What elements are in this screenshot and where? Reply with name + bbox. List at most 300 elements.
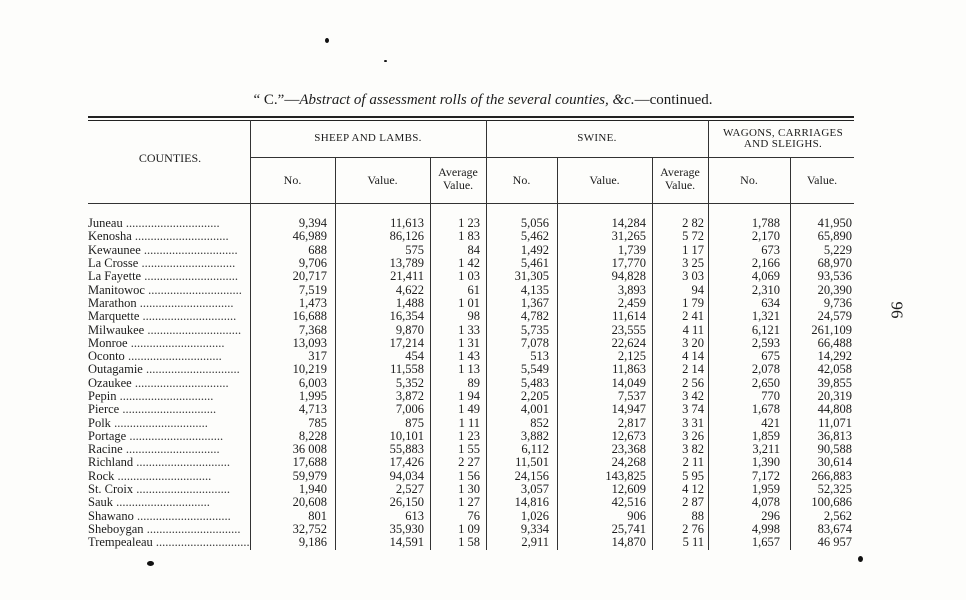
leader-dots: .............................. <box>133 456 231 470</box>
swine-value-cell: 7,537 <box>617 389 646 403</box>
sheep-no-cell: 1,995 <box>298 389 327 403</box>
table-row <box>88 416 854 429</box>
table-row <box>88 283 854 296</box>
leader-dots: .............................. <box>122 443 220 457</box>
wagons-no-cell: 4,078 <box>751 495 780 510</box>
swine-value-cell: 2,817 <box>617 415 646 430</box>
sheep-value-cell: 875 <box>405 415 424 430</box>
header-sheep-avg-2: Value. <box>442 178 474 192</box>
table-row <box>88 443 854 456</box>
swine-no-cell: 1,367 <box>520 295 549 310</box>
wagons-value-cell: 30,614 <box>817 455 852 470</box>
county-cell <box>88 390 250 403</box>
table-row <box>88 536 854 549</box>
assessment-table <box>88 217 854 549</box>
swine-avg-cell: 4 11 <box>682 322 704 337</box>
swine-avg-cell: 5 11 <box>682 535 704 550</box>
swine-avg-cell: 3 26 <box>682 428 704 443</box>
table-row <box>88 363 854 376</box>
header-sheep-avg-1: Average <box>438 165 478 179</box>
swine-value-cell: 3,893 <box>617 282 646 297</box>
sheep-avg-cell: 1 23 <box>458 216 480 231</box>
table-row <box>88 323 854 336</box>
swine-avg-cell: 2 41 <box>682 309 704 324</box>
swine-no-cell: 5,056 <box>520 216 549 231</box>
swine-value-cell: 12,673 <box>611 428 646 443</box>
leader-dots: .............................. <box>131 230 229 244</box>
wagons-no-cell: 1,959 <box>751 482 780 497</box>
title-prefix: “ C.”— <box>253 92 300 108</box>
sheep-avg-cell: 1 09 <box>458 521 480 536</box>
sheep-avg-cell: 1 49 <box>458 402 480 417</box>
wagons-value-cell: 100,686 <box>811 495 852 510</box>
swine-value-cell: 14,947 <box>611 402 646 417</box>
table-row <box>88 377 854 390</box>
swine-no-cell: 6,112 <box>521 442 549 457</box>
header-swine-group: SWINE. <box>577 132 617 144</box>
wagons-no-cell: 1,678 <box>751 402 780 417</box>
swine-avg-cell: 5 95 <box>682 468 704 483</box>
swine-value-cell: 31,265 <box>611 229 646 244</box>
county-cell <box>88 270 250 283</box>
wagons-no-cell: 2,170 <box>751 229 780 244</box>
title-suffix: —continued. <box>634 92 713 108</box>
swine-value-cell: 24,268 <box>611 455 646 470</box>
wagons-no-cell: 2,650 <box>751 375 780 390</box>
leader-dots: .............................. <box>122 217 220 231</box>
wagons-no-cell: 7,172 <box>751 468 780 483</box>
wagons-no-cell: 1,390 <box>751 455 780 470</box>
wagons-value-cell: 46 957 <box>817 535 852 550</box>
county-name: Rock <box>88 469 115 483</box>
sheep-value-cell: 11,613 <box>390 216 424 231</box>
county-cell <box>88 230 250 243</box>
swine-value-cell: 1,739 <box>617 242 646 257</box>
sheep-avg-cell: 1 83 <box>458 229 480 244</box>
sheep-value-cell: 9,870 <box>395 322 424 337</box>
wagons-value-cell: 2,562 <box>823 508 852 523</box>
table-row <box>88 403 854 416</box>
swine-no-cell: 852 <box>530 415 549 430</box>
table-row <box>88 217 854 230</box>
table-row <box>88 456 854 469</box>
swine-avg-cell: 3 31 <box>682 415 704 430</box>
table-row <box>88 310 854 323</box>
swine-value-cell: 906 <box>627 508 646 523</box>
ink-speck <box>147 561 154 566</box>
leader-dots: .............................. <box>144 323 242 337</box>
county-name: St. Croix <box>88 482 134 497</box>
leader-dots: .............................. <box>133 482 231 497</box>
swine-avg-cell: 88 <box>691 508 704 523</box>
sheep-no-cell: 10,219 <box>292 362 327 377</box>
sheep-avg-cell: 1 01 <box>458 295 480 310</box>
county-cell <box>88 523 250 536</box>
county-name: La Fayette <box>88 270 142 284</box>
wagons-no-cell: 2,166 <box>751 256 780 271</box>
header-sheep-no: No. <box>283 173 302 187</box>
swine-no-cell: 3,057 <box>520 482 549 497</box>
county-cell <box>88 536 250 549</box>
sheep-no-cell: 20,717 <box>292 269 327 284</box>
swine-value-cell: 14,049 <box>611 375 646 390</box>
county-cell <box>88 297 250 310</box>
sheep-value-cell: 3,872 <box>395 389 424 403</box>
wagons-value-cell: 9,736 <box>823 295 852 310</box>
county-name: Marquette <box>88 310 140 324</box>
swine-avg-cell: 2 76 <box>682 521 704 536</box>
wagons-no-cell: 673 <box>761 242 780 257</box>
sheep-value-cell: 575 <box>405 242 424 257</box>
sheep-no-cell: 17,688 <box>292 455 327 470</box>
swine-no-cell: 11,501 <box>515 455 549 470</box>
wagons-value-cell: 42,058 <box>817 362 852 377</box>
group-underline-swine <box>486 157 708 158</box>
sheep-avg-cell: 1 42 <box>458 256 480 271</box>
swine-value-cell: 17,770 <box>611 256 646 271</box>
sheep-no-cell: 1,940 <box>298 482 327 497</box>
sheep-no-cell: 7,519 <box>298 282 327 297</box>
leader-dots: .............................. <box>143 522 241 536</box>
wagons-value-cell: 11,071 <box>818 415 852 430</box>
wagons-no-cell: 2,593 <box>751 335 780 350</box>
swine-value-cell: 94,828 <box>611 269 646 284</box>
ink-speck <box>384 60 387 62</box>
sheep-avg-cell: 1 11 <box>458 415 480 430</box>
wagons-no-cell: 1,657 <box>751 535 780 550</box>
swine-no-cell: 5,549 <box>520 362 549 377</box>
swine-value-cell: 2,459 <box>617 295 646 310</box>
county-cell <box>88 510 250 523</box>
swine-value-cell: 143,825 <box>605 468 646 483</box>
wagons-no-cell: 3,211 <box>752 442 780 457</box>
wagons-value-cell: 44,808 <box>817 402 852 417</box>
leader-dots: .............................. <box>126 429 224 443</box>
top-rule-thin <box>88 120 854 121</box>
swine-no-cell: 1,492 <box>520 242 549 257</box>
table-row <box>88 390 854 403</box>
table-row <box>88 350 854 363</box>
county-cell <box>88 283 250 296</box>
wagons-no-cell: 634 <box>761 295 780 310</box>
wagons-value-cell: 83,674 <box>817 521 852 536</box>
wagons-value-cell: 266,883 <box>811 468 852 483</box>
county-cell <box>88 403 250 416</box>
sheep-avg-cell: 84 <box>467 242 480 257</box>
sheep-avg-cell: 76 <box>467 508 480 523</box>
wagons-value-cell: 41,950 <box>817 216 852 231</box>
leader-dots: .............................. <box>131 376 229 390</box>
header-bottom-rule <box>88 203 854 204</box>
county-name: Monroe <box>88 336 128 350</box>
wagons-value-cell: 20,390 <box>817 282 852 297</box>
sheep-avg-cell: 2 27 <box>458 455 480 470</box>
top-rule-thick <box>88 116 854 118</box>
swine-no-cell: 5,483 <box>520 375 549 390</box>
county-name: Marathon <box>88 296 137 310</box>
swine-no-cell: 31,305 <box>514 269 549 284</box>
header-swine-no: No. <box>512 173 531 187</box>
swine-avg-cell: 3 25 <box>682 256 704 271</box>
sheep-value-cell: 14,591 <box>389 535 424 550</box>
leader-dots: .............................. <box>142 363 240 377</box>
county-name: Pierce <box>88 403 120 417</box>
sheep-value-cell: 17,426 <box>389 455 424 470</box>
header-counties: COUNTIES. <box>138 151 202 165</box>
header-wagons-no: No. <box>740 173 758 187</box>
county-cell <box>88 350 250 363</box>
county-cell <box>88 416 250 429</box>
wagons-no-cell: 1,321 <box>751 309 780 324</box>
swine-no-cell: 7,078 <box>520 335 549 350</box>
sheep-avg-cell: 61 <box>467 282 480 297</box>
wagons-no-cell: 2,310 <box>751 282 780 297</box>
swine-no-cell: 9,334 <box>520 521 549 536</box>
swine-avg-cell: 4 14 <box>682 349 704 364</box>
swine-no-cell: 1,026 <box>520 508 549 523</box>
sheep-value-cell: 35,930 <box>389 521 424 536</box>
sheep-value-cell: 21,411 <box>390 269 424 284</box>
county-cell <box>88 430 250 443</box>
table-row <box>88 230 854 243</box>
sheep-avg-cell: 1 55 <box>458 442 480 457</box>
page-number: 96 <box>887 301 907 319</box>
title-italic: Abstract of assessment rolls of the several counties, &c. <box>299 92 635 108</box>
county-cell <box>88 337 250 350</box>
county-name: Pepin <box>88 389 117 403</box>
sheep-value-cell: 613 <box>405 508 424 523</box>
table-row <box>88 510 854 523</box>
wagons-no-cell: 6,121 <box>751 322 780 337</box>
county-name: Polk <box>88 416 111 430</box>
county-cell <box>88 217 250 230</box>
county-cell <box>88 496 250 509</box>
wagons-value-cell: 261,109 <box>811 322 852 337</box>
swine-no-cell: 513 <box>530 349 549 364</box>
wagons-value-cell: 66,488 <box>817 335 852 350</box>
county-cell <box>88 377 250 390</box>
county-name: Sauk <box>88 496 113 510</box>
sheep-avg-cell: 1 94 <box>458 389 480 403</box>
county-cell <box>88 470 250 483</box>
sheep-avg-cell: 1 31 <box>458 335 480 350</box>
sheep-value-cell: 10,101 <box>389 428 424 443</box>
wagons-value-cell: 5,229 <box>823 242 852 257</box>
county-cell <box>88 323 250 336</box>
sheep-value-cell: 94,034 <box>389 468 424 483</box>
wagons-no-cell: 2,078 <box>751 362 780 377</box>
county-cell <box>88 483 250 496</box>
sheep-no-cell: 7,368 <box>298 322 327 337</box>
table-row <box>88 430 854 443</box>
swine-avg-cell: 2 56 <box>682 375 704 390</box>
wagons-value-cell: 24,579 <box>817 309 852 324</box>
table-row <box>88 523 854 536</box>
wagons-value-cell: 93,536 <box>817 269 852 284</box>
header-wagons-group-line1: WAGONS, CARRIAGES <box>723 127 843 139</box>
header-sheep-value: Value. <box>367 173 398 187</box>
sheep-value-cell: 11,558 <box>390 362 424 377</box>
leader-dots: .............................. <box>110 416 208 430</box>
header-sheep-group: SHEEP AND LAMBS. <box>314 132 422 144</box>
sheep-value-cell: 454 <box>405 349 424 364</box>
county-cell <box>88 244 250 257</box>
swine-avg-cell: 2 82 <box>682 216 704 231</box>
county-name: Kenosha <box>88 230 132 244</box>
wagons-value-cell: 36,813 <box>817 428 852 443</box>
sheep-avg-cell: 1 58 <box>458 535 480 550</box>
swine-avg-cell: 1 79 <box>682 295 704 310</box>
sheep-avg-cell: 98 <box>467 309 480 324</box>
wagons-no-cell: 296 <box>761 508 780 523</box>
sheep-no-cell: 688 <box>308 242 327 257</box>
swine-avg-cell: 2 11 <box>682 455 704 470</box>
leader-dots: .............................. <box>136 296 234 310</box>
table-row <box>88 496 854 509</box>
sheep-value-cell: 17,214 <box>389 335 424 350</box>
swine-avg-cell: 3 20 <box>682 335 704 350</box>
county-name: Oconto <box>88 349 125 364</box>
county-name: La Crosse <box>88 256 139 271</box>
wagons-value-cell: 39,855 <box>817 375 852 390</box>
leader-dots: .............................. <box>116 389 214 403</box>
leader-dots: .............................. <box>144 283 242 297</box>
table-row <box>88 244 854 257</box>
sheep-avg-cell: 1 56 <box>458 468 480 483</box>
sheep-no-cell: 13,093 <box>292 335 327 350</box>
swine-avg-cell: 2 87 <box>682 495 704 510</box>
leader-dots: .............................. <box>141 270 238 284</box>
ink-speck <box>858 556 863 562</box>
swine-value-cell: 11,614 <box>612 309 646 324</box>
leader-dots: .............................. <box>124 349 222 364</box>
group-underline-wagons <box>708 157 854 158</box>
sheep-value-cell: 4,622 <box>395 282 424 297</box>
header-swine-avg-2: Value. <box>664 178 696 192</box>
wagons-no-cell: 1,859 <box>751 428 780 443</box>
wagons-value-cell: 20,319 <box>817 389 852 403</box>
swine-avg-cell: 3 03 <box>682 269 704 284</box>
header-swine-avg-1: Average <box>660 165 700 179</box>
sheep-avg-cell: 89 <box>467 375 480 390</box>
ink-speck <box>325 38 329 43</box>
sheep-no-cell: 9,706 <box>298 256 327 271</box>
leader-dots: .............................. <box>152 536 250 550</box>
sheep-no-cell: 59,979 <box>292 468 327 483</box>
sheep-no-cell: 32,752 <box>292 521 327 536</box>
table-row <box>88 470 854 483</box>
sheep-avg-cell: 1 27 <box>458 495 480 510</box>
wagons-value-cell: 14,292 <box>817 349 852 364</box>
swine-value-cell: 42,516 <box>611 495 646 510</box>
swine-no-cell: 5,461 <box>520 256 549 271</box>
swine-no-cell: 5,735 <box>520 322 549 337</box>
swine-value-cell: 25,741 <box>611 521 646 536</box>
swine-avg-cell: 4 12 <box>682 482 704 497</box>
swine-no-cell: 4,001 <box>520 402 549 417</box>
sheep-no-cell: 20,608 <box>292 495 327 510</box>
swine-avg-cell: 2 14 <box>682 362 704 377</box>
county-name: Trempealeau <box>88 536 153 550</box>
sheep-value-cell: 2,527 <box>395 482 424 497</box>
sheep-avg-cell: 1 30 <box>458 482 480 497</box>
wagons-no-cell: 1,788 <box>751 216 780 231</box>
table-row <box>88 297 854 310</box>
county-name: Shawano <box>88 509 134 523</box>
header-wagons-group-line2: AND SLEIGHS. <box>743 138 823 150</box>
sheep-value-cell: 16,354 <box>389 309 424 324</box>
sheep-value-cell: 86,126 <box>389 229 424 244</box>
wagons-no-cell: 770 <box>761 389 780 403</box>
swine-avg-cell: 94 <box>691 282 704 297</box>
sheep-value-cell: 5,352 <box>395 375 424 390</box>
table-row <box>88 257 854 270</box>
leader-dots: .............................. <box>114 469 212 483</box>
swine-no-cell: 4,782 <box>520 309 549 324</box>
county-cell <box>88 363 250 376</box>
sheep-no-cell: 36 008 <box>292 442 327 457</box>
county-cell <box>88 257 250 270</box>
sheep-no-cell: 9,394 <box>298 216 327 231</box>
swine-no-cell: 5,462 <box>520 229 549 244</box>
wagons-value-cell: 90,588 <box>817 442 852 457</box>
swine-avg-cell: 3 42 <box>682 389 704 403</box>
sheep-value-cell: 26,150 <box>389 495 424 510</box>
table-row <box>88 270 854 283</box>
wagons-value-cell: 52,325 <box>817 482 852 497</box>
swine-avg-cell: 3 82 <box>682 442 704 457</box>
sheep-avg-cell: 1 13 <box>458 362 480 377</box>
sheep-no-cell: 8,228 <box>298 428 327 443</box>
sheep-avg-cell: 1 33 <box>458 322 480 337</box>
county-name: Juneau <box>88 217 123 231</box>
table-body <box>88 217 854 549</box>
wagons-no-cell: 4,998 <box>751 521 780 536</box>
wagons-no-cell: 675 <box>761 349 780 364</box>
sheep-no-cell: 801 <box>308 508 327 523</box>
swine-avg-cell: 3 74 <box>682 402 704 417</box>
sheep-avg-cell: 1 23 <box>458 428 480 443</box>
sheep-no-cell: 785 <box>308 415 327 430</box>
wagons-no-cell: 4,069 <box>751 269 780 284</box>
leader-dots: .............................. <box>138 256 236 271</box>
table-row <box>88 483 854 496</box>
sheep-value-cell: 7,006 <box>395 402 424 417</box>
swine-value-cell: 23,555 <box>611 322 646 337</box>
county-cell <box>88 443 250 456</box>
swine-no-cell: 4,135 <box>520 282 549 297</box>
header-swine-value: Value. <box>589 173 620 187</box>
swine-avg-cell: 5 72 <box>682 229 704 244</box>
wagons-no-cell: 421 <box>761 415 780 430</box>
county-name: Richland <box>88 456 134 470</box>
page-title <box>0 92 966 109</box>
leader-dots: .............................. <box>139 310 237 324</box>
swine-no-cell: 24,156 <box>514 468 549 483</box>
county-name: Kewaunee <box>88 243 141 257</box>
leader-dots: .............................. <box>113 496 210 510</box>
wagons-value-cell: 65,890 <box>817 229 852 244</box>
county-cell <box>88 310 250 323</box>
sheep-no-cell: 46,989 <box>292 229 327 244</box>
swine-value-cell: 22,624 <box>611 335 646 350</box>
swine-no-cell: 3,882 <box>520 428 549 443</box>
sheep-no-cell: 1,473 <box>298 295 327 310</box>
county-cell <box>88 456 250 469</box>
leader-dots: .............................. <box>119 403 217 417</box>
sheep-no-cell: 4,713 <box>298 402 327 417</box>
group-underline-sheep <box>250 157 486 158</box>
